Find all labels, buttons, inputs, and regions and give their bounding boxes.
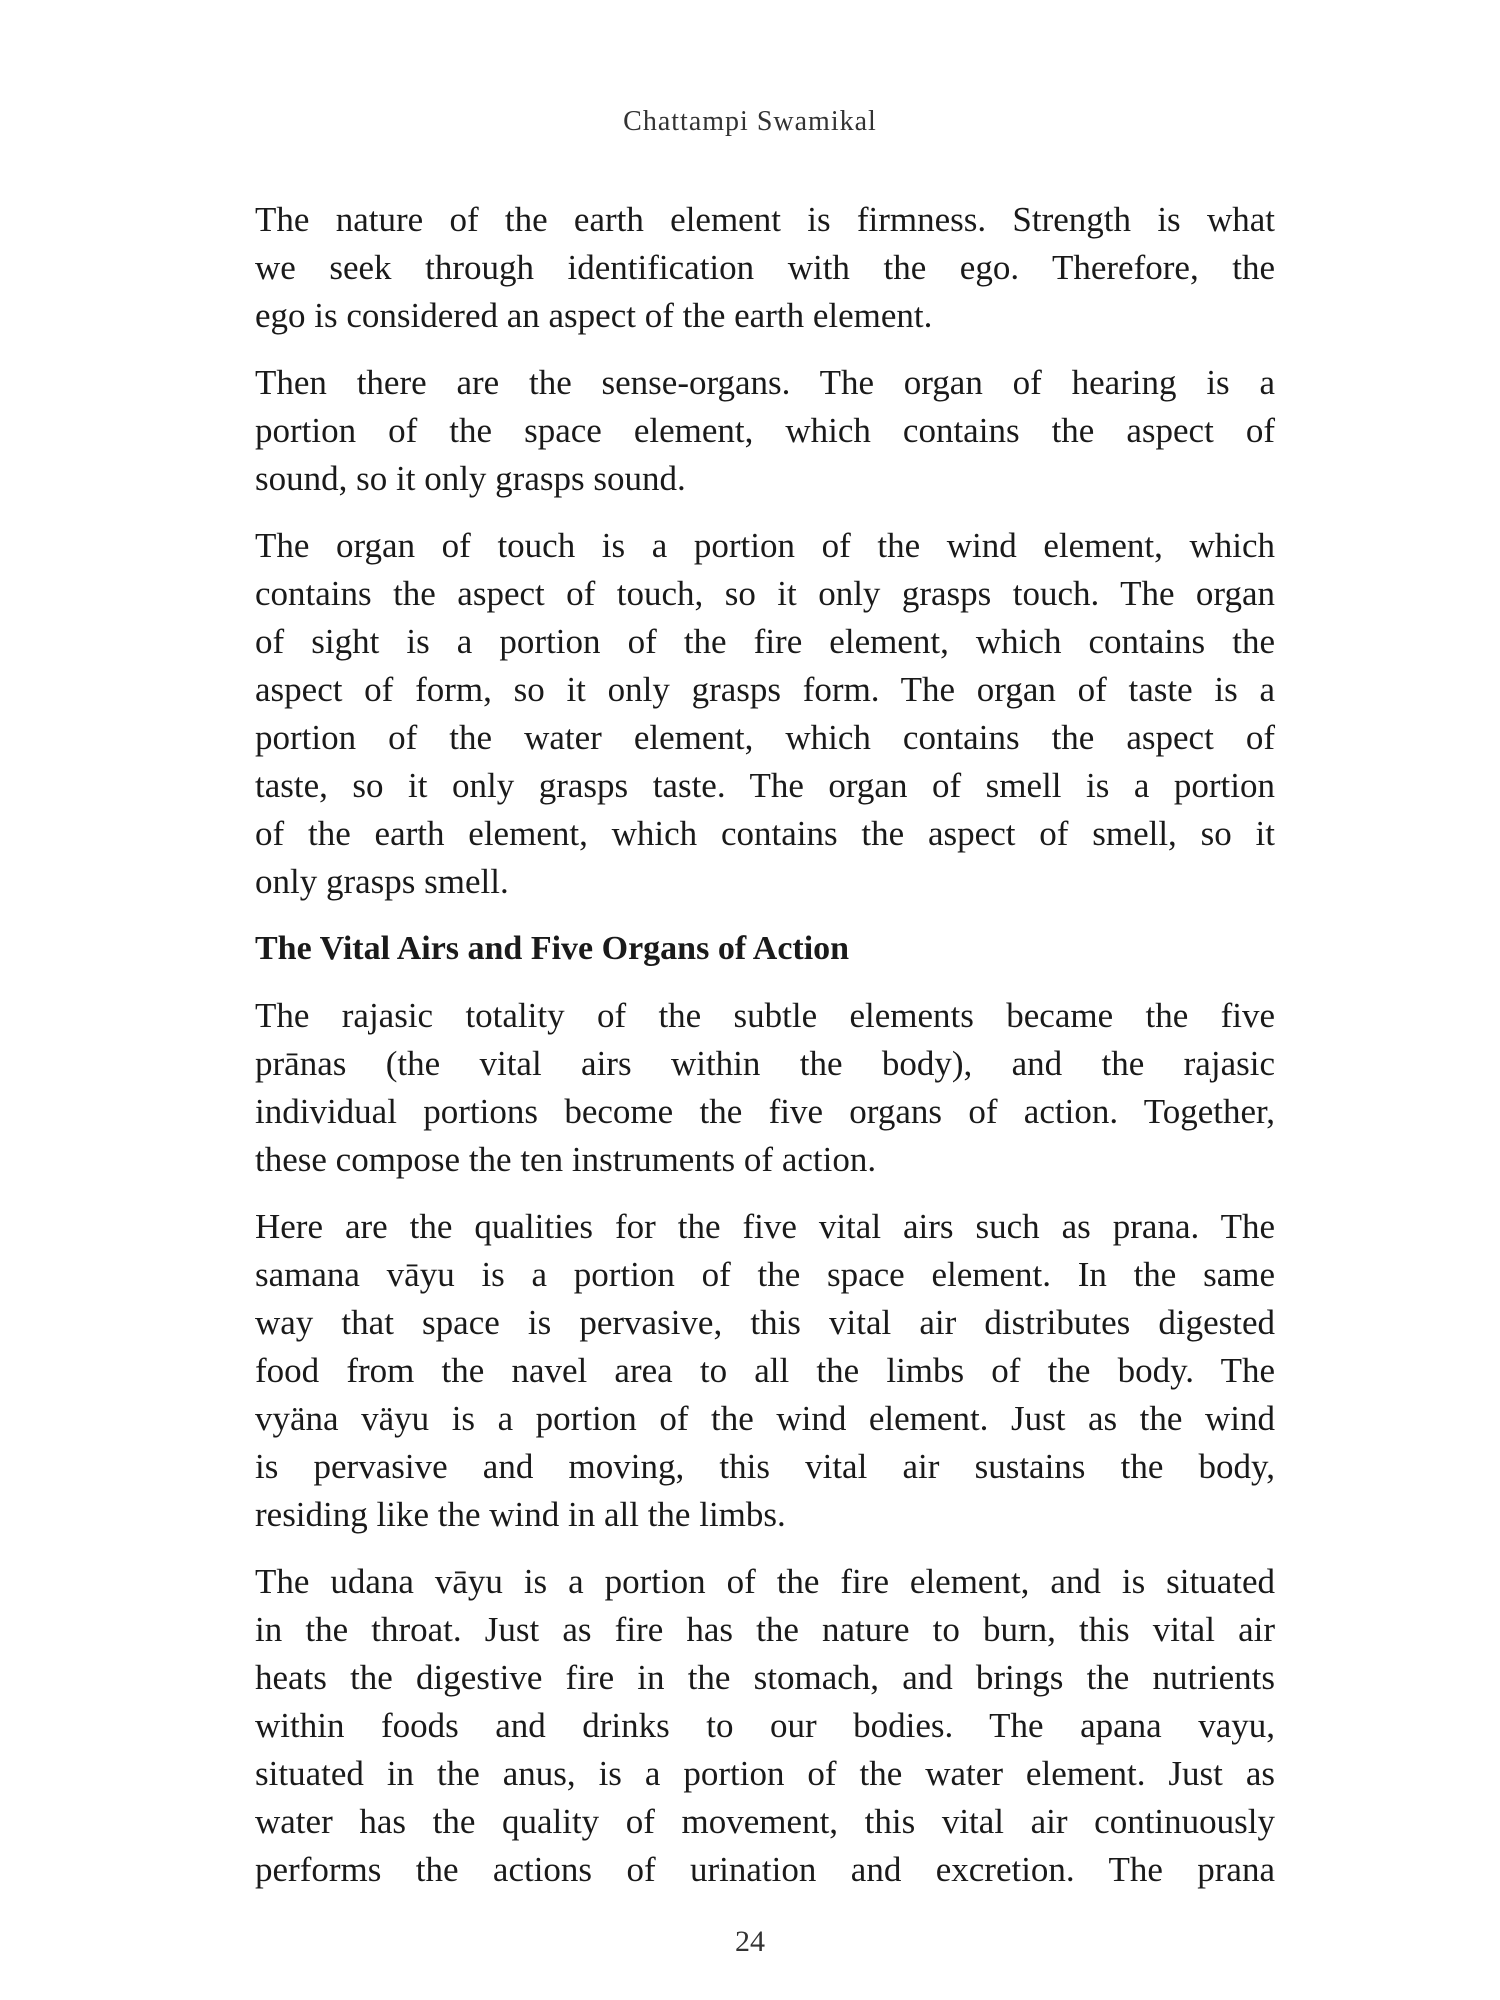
text-line: portion of the space element, which contains the aspect of: [255, 411, 1275, 450]
text-line: performs the actions of urination and excretion. The prana: [255, 1850, 1275, 1889]
text-line: samana vāyu is a portion of the space element. In the same: [255, 1255, 1275, 1294]
section-heading: The Vital Airs and Five Organs of Action: [255, 930, 850, 967]
text-line: contains the aspect of touch, so it only grasps touch. The organ: [255, 574, 1275, 613]
text-line: Here are the qualities for the five vital airs such as prana. The: [255, 1207, 1275, 1246]
text-line: of sight is a portion of the fire element, which contains the: [255, 622, 1275, 661]
text-line: heats the digestive fire in the stomach, and brings the nutrients: [255, 1658, 1275, 1697]
text-line: way that space is pervasive, this vital air distributes digested: [255, 1303, 1275, 1342]
text-line: these compose the ten instruments of action.: [255, 1140, 877, 1179]
text-line: in the throat. Just as fire has the nature to burn, this vital air: [255, 1610, 1275, 1649]
text-line: prānas (the vital airs within the body), and the rajasic: [255, 1044, 1275, 1083]
running-head: Chattampi Swamikal: [623, 106, 877, 137]
text-line: The rajasic totality of the subtle elements became the five: [255, 996, 1275, 1035]
text-line: portion of the water element, which contains the aspect of: [255, 718, 1275, 757]
paragraph: [255, 1203, 1275, 1539]
text-line: The udana vāyu is a portion of the fire element, and is situated: [255, 1562, 1275, 1601]
text-line: The nature of the earth element is firmness. Strength is what: [255, 200, 1275, 239]
paragraph: [255, 992, 1275, 1184]
text-line: food from the navel area to all the limbs of the body. The: [255, 1351, 1275, 1390]
paragraph: [255, 522, 1275, 906]
text-line: within foods and drinks to our bodies. The apana vayu,: [255, 1706, 1275, 1745]
text-line: individual portions become the five organs of action. Together,: [255, 1092, 1275, 1131]
text-line: The organ of touch is a portion of the wind element, which: [255, 526, 1275, 565]
text-line: ego is considered an aspect of the earth element.: [255, 296, 933, 335]
text-line: Then there are the sense-organs. The organ of hearing is a: [255, 363, 1275, 402]
text-line: residing like the wind in all the limbs.: [255, 1495, 786, 1534]
text-line: is pervasive and moving, this vital air sustains the body,: [255, 1447, 1275, 1486]
text-line: taste, so it only grasps taste. The organ of smell is a portion: [255, 766, 1275, 805]
paragraph: [255, 359, 1275, 503]
page-number: 24: [735, 1925, 765, 1958]
text-line: situated in the anus, is a portion of the water element. Just as: [255, 1754, 1275, 1793]
text-line: of the earth element, which contains the aspect of smell, so it: [255, 814, 1275, 853]
text-line: water has the quality of movement, this vital air continuously: [255, 1802, 1275, 1841]
text-line: we seek through identification with the ego. Therefore, the: [255, 248, 1275, 287]
text-line: aspect of form, so it only grasps form. The organ of taste is a: [255, 670, 1275, 709]
body-text: [255, 196, 1275, 1913]
paragraph: [255, 196, 1275, 340]
text-line: only grasps smell.: [255, 862, 509, 901]
text-line: sound, so it only grasps sound.: [255, 459, 686, 498]
paragraph: [255, 1558, 1275, 1894]
text-line: vyäna väyu is a portion of the wind element. Just as the wind: [255, 1399, 1275, 1438]
